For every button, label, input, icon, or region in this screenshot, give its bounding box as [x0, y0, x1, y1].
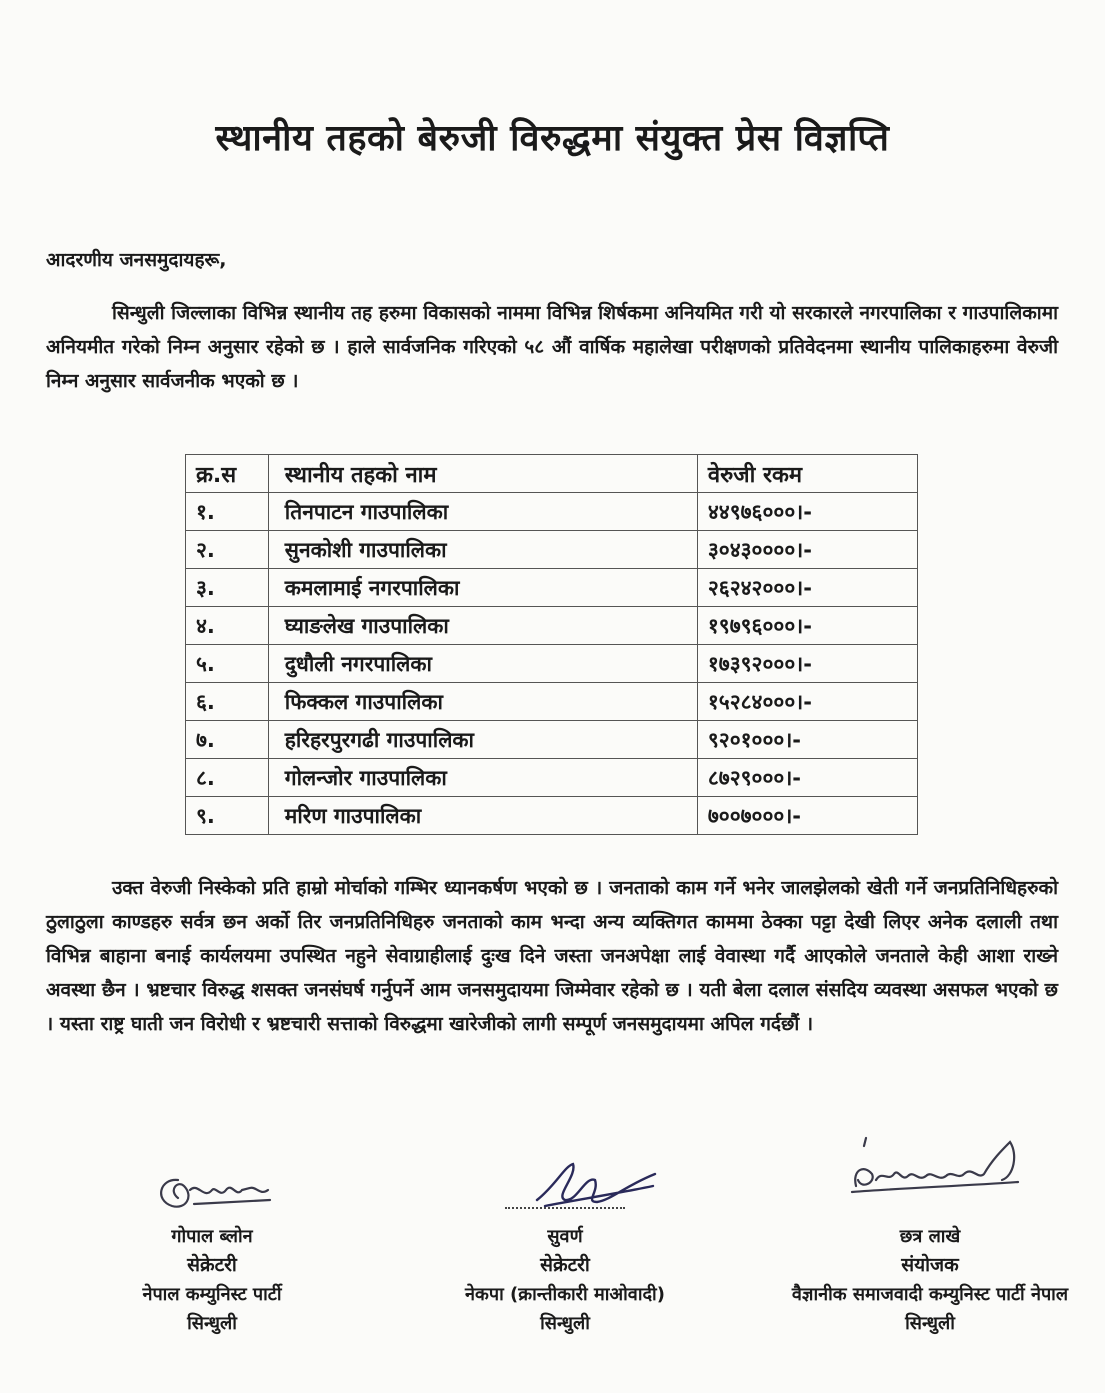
- signature-1-scribble: [150, 1160, 280, 1220]
- row-amount: ८७२९०००।-: [697, 759, 917, 797]
- signatory-1-name: गोपाल ब्लोन: [171, 1226, 253, 1247]
- row-name: सुनकोशी गाउपालिका: [268, 531, 697, 569]
- intro-paragraph: सिन्धुली जिल्लाका विभिन्न स्थानीय तह हरुमा विकासको नाममा विभिन्न शिर्षकमा अनियमित गरी यो सरकारले नगरपालिका र गाउपालिकामा अनियमीत गरेको निम्न अनुसार रहेको छ । हाले सार्वजनिक गरिएको ५८ औं वार्षिक महालेखा परीक्षणको प्रतिवेदनमा स्थानीय पालिकाहरुमा वेरुजी निम्न अनुसार सार्वजनीक भएको छ ।: [46, 302, 1058, 392]
- appeal-paragraph: उक्त वेरुजी निस्केको प्रति हाम्रो मोर्चाको गम्भिर ध्यानकर्षण भएको छ । जनताको काम गर्ने भनेर जालझेलको खेती गर्ने जनप्रतिनिधिहरुको ठुलाठुला काण्डहरु सर्वत्र छन अर्को तिर जनप्रतिनिधिहरु जनताको काम भन्दा अन्य व्यक्तिगत काममा ठेक्का पट्टा देखी लिएर अनेक दलाली तथा विभिन्न बाहाना बनाई कार्यलयमा उपस्थित नहुने सेवाग्राहीलाई दुःख दिने जस्ता जनअपेक्षा लाई वेवास्था गर्दै आएकोले जनताले केही आशा राख्ने अवस्था छैन । भ्रष्टचार विरुद्ध शसक्त जनसंघर्ष गर्नुपर्ने आम जनसमुदायमा जिम्मेवार रहेको छ । यती बेला दलाल संसदिय व्यवस्था असफल भएको छ । यस्ता राष्ट्र घाती जन विरोधी र भ्रष्टचारी सत्ताको विरुद्धमा खारेजीको लागी सम्पूर्ण जनसमुदायमा अपिल गर्दछौं ।: [46, 877, 1058, 1035]
- signatory-3-role: संयोजक: [901, 1254, 959, 1276]
- row-amount: १७३९२०००।-: [697, 645, 917, 683]
- signatory-3: [770, 1222, 1090, 1338]
- page-title: स्थानीय तहको बेरुजी विरुद्धमा संयुक्त प्रेस विज्ञप्ति: [215, 118, 890, 159]
- row-serial: ९.: [186, 797, 269, 835]
- row-serial: ६.: [186, 683, 269, 721]
- signatory-2-org: नेकपा (क्रान्तीकारी माओवादी): [465, 1284, 665, 1305]
- table-row: [186, 493, 918, 531]
- beruji-table: [185, 454, 918, 835]
- signatory-2-place: सिन्धुली: [540, 1313, 590, 1334]
- table-row: [186, 797, 918, 835]
- row-amount: ७००७०००।-: [697, 797, 917, 835]
- signatory-1-org: नेपाल कम्युनिस्ट पार्टी: [142, 1284, 282, 1305]
- row-amount: ३०४३००००।-: [697, 531, 917, 569]
- signatory-3-place: सिन्धुली: [905, 1313, 955, 1334]
- signature-2-scribble: [525, 1156, 665, 1216]
- row-name: तिनपाटन गाउपालिका: [268, 493, 697, 531]
- column-header-name: स्थानीय तहको नाम: [268, 455, 697, 493]
- signatory-1-role: सेक्रेटरी: [187, 1254, 237, 1276]
- row-amount: ९२०१०००।-: [697, 721, 917, 759]
- table-header-row: [186, 455, 918, 493]
- row-serial: ८.: [186, 759, 269, 797]
- signatory-1-place: सिन्धुली: [187, 1313, 237, 1334]
- row-name: कमलामाई नगरपालिका: [268, 569, 697, 607]
- row-serial: २.: [186, 531, 269, 569]
- signatory-2: [405, 1222, 725, 1338]
- row-name: फिक्कल गाउपालिका: [268, 683, 697, 721]
- signatory-1: [92, 1222, 332, 1338]
- row-amount: ४४९७६०००।-: [697, 493, 917, 531]
- salutation: आदरणीय जनसमुदायहरू,: [46, 249, 227, 271]
- table-row: [186, 759, 918, 797]
- row-serial: ४.: [186, 607, 269, 645]
- table-row: [186, 569, 918, 607]
- signatory-3-name: छत्र लाखे: [899, 1226, 961, 1247]
- row-name: घ्याङलेख गाउपालिका: [268, 607, 697, 645]
- row-amount: १५२८४०००।-: [697, 683, 917, 721]
- table-row: [186, 531, 918, 569]
- column-header-serial: क्र.स: [186, 455, 269, 493]
- table-row: [186, 721, 918, 759]
- row-name: दुधौली नगरपालिका: [268, 645, 697, 683]
- signatory-3-org: वैज्ञानीक समाजवादी कम्युनिस्ट पार्टी नेपाल: [791, 1284, 1069, 1305]
- signature-3-scribble: [842, 1130, 1032, 1210]
- row-serial: ३.: [186, 569, 269, 607]
- signatory-2-role: सेक्रेटरी: [540, 1254, 590, 1276]
- row-name: गोलन्जोर गाउपालिका: [268, 759, 697, 797]
- row-serial: १.: [186, 493, 269, 531]
- row-serial: ७.: [186, 721, 269, 759]
- signatory-2-name: सुवर्ण: [547, 1226, 583, 1247]
- table-row: [186, 645, 918, 683]
- row-amount: १९७९६०००।-: [697, 607, 917, 645]
- table-row: [186, 607, 918, 645]
- row-amount: २६२४२०००।-: [697, 569, 917, 607]
- table-row: [186, 683, 918, 721]
- row-serial: ५.: [186, 645, 269, 683]
- row-name: हरिहरपुरगढी गाउपालिका: [268, 721, 697, 759]
- column-header-amount: वेरुजी रकम: [697, 455, 917, 493]
- row-name: मरिण गाउपालिका: [268, 797, 697, 835]
